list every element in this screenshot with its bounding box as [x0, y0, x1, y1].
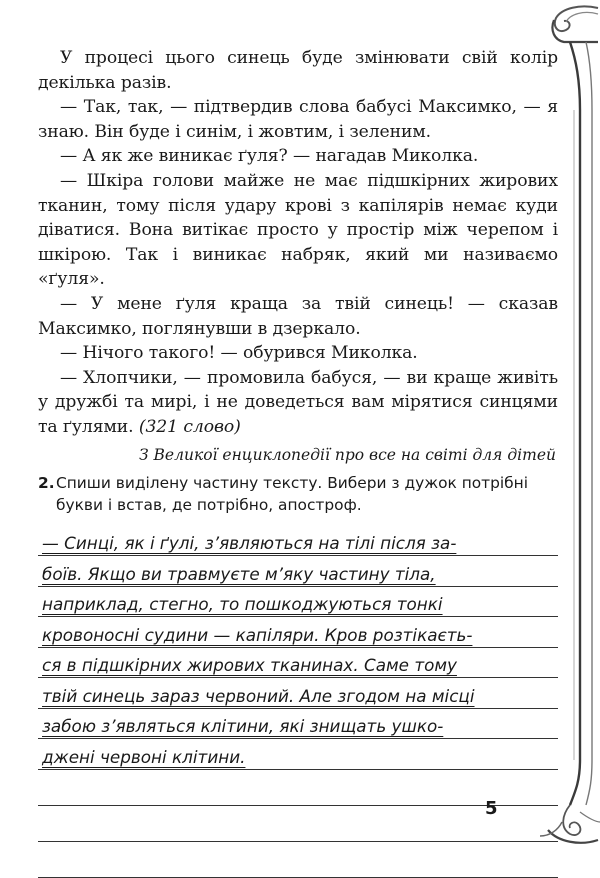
- story-paragraph: У процесі цього синець буде змінювати свій колір декілька разів.: [38, 48, 558, 93]
- answer-area: [38, 526, 558, 878]
- answer-line[interactable]: [38, 587, 558, 618]
- blank-answer-line[interactable]: [38, 806, 558, 842]
- answer-line[interactable]: [38, 556, 558, 587]
- main-content: [38, 46, 558, 878]
- answer-line[interactable]: [38, 678, 558, 709]
- story-paragraph-final: [38, 366, 558, 440]
- task-number: 2.: [38, 473, 55, 492]
- handwritten-answer: ся в підшкірних жирових тканинах. Саме тому: [42, 655, 457, 675]
- answer-line[interactable]: [38, 526, 558, 557]
- handwritten-answer: кровоносні судини — капіляри. Кров розтікаєть-: [42, 624, 473, 645]
- handwritten-answer: джені червоні клітини.: [42, 746, 246, 767]
- task-instruction: [38, 472, 558, 516]
- handwritten-answer: забою з’являться клітини, які знищать ушко-: [42, 716, 444, 736]
- handwritten-answer: твій синець зараз червоний. Але згодом на місці: [42, 685, 475, 706]
- blank-answer-line[interactable]: [38, 770, 558, 806]
- story-paragraph: — Так, так, — підтвердив слова бабусі Максимко, — я знаю. Він буде і синім, і жовтим, і зеленим.: [38, 97, 558, 142]
- handwritten-answer: — Синці, як і ґулі, з’являються на тілі після за-: [42, 533, 457, 553]
- page-number: 5: [485, 798, 498, 819]
- handwritten-answer: боїв. Якщо ви травмуєте м’яку частину тіла,: [42, 563, 436, 584]
- answer-line[interactable]: [38, 739, 558, 770]
- final-paragraph-text: — Хлопчики, — промовила бабуся, — ви краще живіть у дружбі та мирі, і не доведеться вам мірятися синцями та ґулями.: [38, 367, 558, 437]
- source-citation: З Великої енциклопедії про все на світі для дітей: [138, 445, 556, 464]
- answer-line[interactable]: [38, 709, 558, 740]
- story-paragraph: — Шкіра голови майже не має підшкірних жирових тканин, тому після удару крові з капілярів немає куди діватися. Вона витікає просто у простір між черепом і шкірою. Так і виникає набряк, який ми називаємо «ґуля».: [38, 170, 558, 290]
- story-paragraph: — У мене ґуля краща за твій синець! — сказав Максимко, поглянувши в дзеркало.: [38, 293, 558, 339]
- story-paragraph: — Нічого такого! — обурився Миколка.: [60, 343, 418, 364]
- story-paragraph: — А як же виникає ґуля? — нагадав Миколка.: [60, 146, 479, 167]
- answer-line[interactable]: [38, 617, 558, 648]
- task-text: Спиши виділену частину тексту. Вибери з дужок потрібні букви і встав, де потрібно, апостроф.: [56, 473, 529, 514]
- word-count: (321 слово): [138, 416, 241, 437]
- answer-line[interactable]: [38, 648, 558, 679]
- blank-answer-line[interactable]: [38, 842, 558, 878]
- handwritten-answer: наприклад, стегно, то пошкоджуються тонкі: [42, 594, 443, 614]
